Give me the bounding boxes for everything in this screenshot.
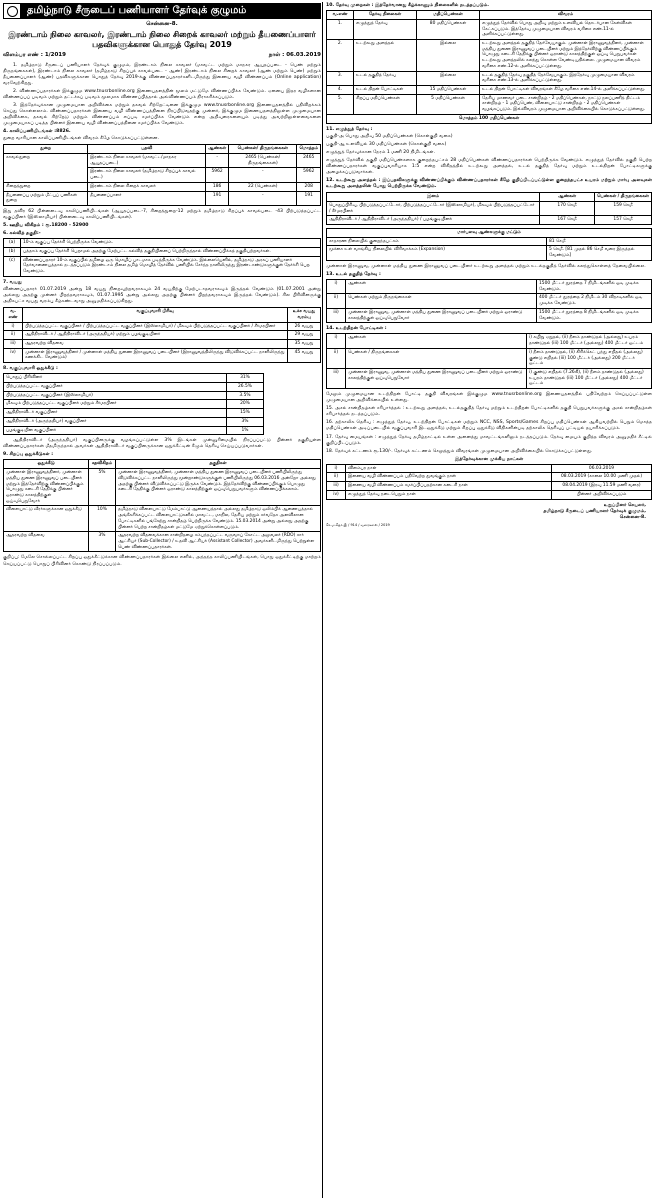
table-cell: 45 வயது [288,348,321,362]
physical-measure-heading: 12. உடற்கூறு அளத்தல் : இப்பதவிகளுக்கு விண்ணப்பிக்கும் விண்ணப்பதாரர்கள் கீழே குறிப்பிடப்பட்டுள்ள குறைந்தபட்ச உயரம் மற்றும் மார்பு அளவுகள் உடற்கூறு அளத்தலின் போது பெற்றிருக்க வேண்டும். [326,178,652,190]
table-row [4,469,321,506]
table-row [4,417,264,426]
table-row [327,348,652,368]
table-header: ஆண்கள் [540,193,595,202]
table-cell: மிகவும் பிற்படுத்தப்பட்ட வகுப்பினர் மற்றும் சீர்மரபினர் [4,400,227,409]
table-cell: i) குண்டு எறிதல் (7.26கி), (ii) நீளம் தாண்டுதல் (அல்லது) உயரம் தாண்டுதல் (iii) 100 மீட்டர் (அல்லது) 400 மீட்டர் ஓட்டம் [527,368,652,388]
table-row [327,464,652,473]
table-cell: 1. [327,19,354,39]
table-cell: இரண்டாம் நிலை காவலர் (தமிழ்நாடு சிறப்புக் காவல் படை) [88,168,206,182]
written-exam-heading: 11. எழுத்துத் தேர்வு : [326,126,373,132]
table-cell: உடல் தகுதித் தேர்வு [354,71,417,85]
table-row [4,247,321,256]
table-cell: பொதுப் பிரிவினர் [4,374,227,383]
table-row [327,94,652,114]
selection-heading: 10. தேர்வு முறைகள் : இத்தேர்வானது கீழ்க்காணும் நிலைகளில் நடத்தப்படும். [326,3,490,8]
chest-title: மார்பளவு ஆண்களுக்கு மட்டும் [327,229,652,238]
info-para: 17. தேர்வு மையங்கள் : எழுத்துத் தேர்வு தமிழ்நாட்டில் உள்ள அனைத்து மாவட்டங்களிலும் நடத்தப்படும். தேர்வு மையம் குறித்த விவரம் அனுமதிச் சீட்டில் குறிப்பிடப்படும். [326,434,652,446]
table-cell: 20% [227,400,264,409]
table-cell: இரண்டாம் நிலை சிறைக் காவலர் [88,182,206,191]
table-cell: இணைய வழி விண்ணப்பம் சமர்ப்பிப்பதற்கான கடைசி நாள் [346,482,552,491]
table-header: பெண்கள்/ திருநங்கைகள் [229,145,297,154]
table-cell: 08.04.2019 (இரவு 11.59 மணி வரை) [552,482,652,491]
table-header: துறை [4,145,88,154]
table-row [4,191,321,205]
signature-block [326,503,652,521]
table-row [327,201,652,215]
special-quota-heading: 9. சிறப்பு ஒதுக்கீடுகள் : [3,452,54,458]
table-cell: 3. [327,71,354,85]
endurance-heading: 13. உடல் தகுதித் தேர்வு : [326,271,381,277]
signature-line: தமிழ்நாடு சீருடைப் பணியாளர் தேர்வுக் குழுமம், [543,508,646,514]
table-cell: ஆண்கள் [346,280,537,294]
table-cell: ஆதரவற்ற விதவை [4,532,89,552]
table-row [4,182,321,191]
table-cell: பிற்படுத்தப்பட்ட வகுப்பினர் / பிற்படுத்தப்பட்ட வகுப்பினர் (இஸ்லாமியர்) / மிகவும் பிற்படுத்தப்பட்ட வகுப்பினர் / சீர்மரபினர் [23,322,288,331]
table-cell: எழுத்துத் தேர்வு [354,19,417,39]
salary-line: 5. ஊதிய விகிதம் : ரூ.18200 - 52900 [3,223,89,229]
table-cell: 5% [89,469,116,506]
right-column [326,0,652,1200]
table-cell: 186 [206,182,229,191]
print-footnote: செ.ம.தொ.இ / 914 / வரைகலை / 2019 [326,522,390,527]
table-cell: 26.5% [227,382,264,391]
signature-line: உறுப்பினர் செயலர், [603,502,646,508]
dates-table [326,464,652,500]
table-cell: ஆதிதிராவிடர் (அருந்ததியர்) வகுப்பினர் [4,417,227,426]
table-cell: உடற்கூறு அளத்தல் தகுதித் தேர்வேயாகும். முன்னாள் இராணுவத்தினர், முன்னாள் மத்திய துணை இராணுவப் படையினர் மற்றும் இத்தேர்விற்கு விண்ணப்பிக்கும் பொழுது கடைசி தேதிக்கு பின்னர் ஓராண்டு காலத்திற்குள் ஓய்வு பெறுபவர்கள் உடற்கூறு அளத்தலில் கலந்து கொள்ள வேண்டியதில்லை. முழுமையான விவரம் வரிசை எண்.12-ல் அளிக்கப்பட்டுள்ளது. [480,39,652,71]
education-heading: 6. கல்வித் தகுதி:- [3,231,41,237]
table-cell: 22 (பெண்கள்) [229,182,297,191]
signature-line: சென்னை-8. [619,514,646,520]
table-cell: 80 மதிப்பெண்கள் [417,19,480,39]
table-cell: பிற்படுத்தப்பட்ட வகுப்பினர் (இஸ்லாமியர்) [4,391,227,400]
special-quota-table [3,459,321,552]
table-cell: முன்னாள் இராணுவத்தினர், முன்னாள் மத்திய துணை இராணுவப் படையினர் பணியிலிருந்து விடுவிக்கப்பட்ட நாளிலிருந்து மூன்றாண்டுகளுக்குள் பணியிலிருந்து 06.03.2016 அன்றோ அல்லது அதற்கு பின்னர் விடுவிக்கப்பட்டு இருக்க வேண்டும். இத்தேர்விற்கு விண்ணப்பிக்கும் பொழுது கடைசி தேதிக்கு பின்னர் ஓராண்டு காலத்திற்குள் ஓய்வுபெறுபவர்களும் விண்ணப்பிக்கலாம். [116,469,321,506]
table-cell: ii) [4,331,23,340]
table-row [4,339,321,348]
table-cell: i) நீளம் தாண்டுதல், (ii) கிரிக்கெட் பந்து எறிதல் (அல்லது) குண்டு எறிதல் (iii) 100 மீட்டர் (அல்லது) 200 மீட்டர் ஓட்டம் [527,348,652,368]
table-cell: 35 வயது [288,339,321,348]
intro-para: 1. தமிழ்நாடு சீருடைப் பணியாளர் தேர்வுக் குழுமம், இரண்டாம் நிலை காவலர் (மாவட்ட மற்றும் மாநகர ஆயுதப்படை - பெண் மற்றும் திருநங்கைகள்), இரண்டாம் நிலை காவலர் (தமிழ்நாடு சிறப்புக் காவல்படை - ஆண்) இரண்டாம் நிலை சிறைக் காவலர் (ஆண் மற்றும் பெண்) மற்றும் தீயணைப்பாளர் (ஆண்) பதவிகளுக்கான பொதுத் தேர்வு 2019-க்கு விண்ணப்பதாரர்களிடமிருந்து இணைய வழி விண்ணப்பம் (Online application) வரவேற்கிறது. [3,62,321,86]
table-row [4,348,321,362]
table-cell: i) [327,334,346,348]
table-cell: எழுத்துத் தேர்வில் பொது அறிவு மற்றும் உளவியல் தொடர்பான கேள்விகள் கேட்கப்படும். இத்தேர்வு முழுமையான விவரம் வரிசை எண்.11-ல் அளிக்கப்பட்டுள்ளது. [480,19,652,39]
table-row [327,334,652,348]
table-row [327,368,652,388]
table-cell: 400 மீட்டர் தூரத்தை 2 நிமிடம் 30 விநாடிகளில் ஓடி முடிக்க வேண்டும். [537,294,652,308]
table-cell: பெண்கள் / திருநங்கைகள் [346,348,527,368]
table-row [327,482,652,491]
emblem-icon [3,3,21,19]
events-table [326,333,652,389]
table-row [4,426,264,435]
table-cell: விண்ணப்பதாரர் 10-ம் வகுப்பில் தமிழை ஒரு மொழிப் பாடமாக படித்திருக்க வேண்டும். இல்லையெனில், தமிழ்நாடு அரசுப் பணியாளர் தேர்வாணையத்தால் நடத்தப்படும் இரண்டாம் நிலை தமிழ் மொழித் தேர்வில் பணியில் சேர்ந்த நாளிலிருந்து இரண்டாண்டுகளுக்குள் தேர்ச்சி பெற வேண்டும். [21,256,321,276]
table-cell: ii) [327,473,346,482]
table-cell: 15 மதிப்பெண்கள் [417,85,480,94]
table-row [4,239,321,248]
table-cell: விளையாட்டு வீரர்களுக்கான ஒதுக்கீடு [4,506,89,532]
age-heading: 7. வயது [3,279,22,285]
written-exam-item: பகுதி-ஆ உளவியல் 30 மதிப்பெண்கள் (கொள்குறி வகை) [326,141,447,147]
table-cell: iii) [327,482,346,491]
table-cell: மூச்சை உள் வாங்கிய நிலையில் விரிவாக்கம் (Expansion) [327,246,547,260]
table-cell: 81 செமீ [547,237,652,246]
table-cell: i) [327,280,346,294]
table-cell: பெண்கள் மற்றும் திருநங்கைகள் [346,294,537,308]
table-cell: 2465 (பெண்கள்/ திருநங்கைகள்) [229,153,297,167]
vacancy-table [3,144,321,206]
table-cell: முன்னாள் இராணுவ, முன்னாள் மத்திய துணை இராணுவப் படையினர் மற்றும் ஓராண்டு காலத்திற்குள் ஓய்வுபெறுவோர் [346,308,537,322]
vacancy-subheading: துறை வாரியான காலிப்பணியிடங்கள் விவரம் கீழே கொடுக்கப்பட்டுள்ளன. [3,136,160,142]
table-cell: 29 வயது [288,331,321,340]
table-header: மொத்தம் [297,145,321,154]
table-cell: உடல் திறன் போட்டிகள் விவரங்கள் கீழே வரிசை எண்.14-ல் அளிக்கப்பட்டுள்ளது. [480,85,652,94]
table-cell: இரண்டாம் நிலை காவலர் (மாவட்ட/மாநகர ஆயுதப்படை) [88,153,206,167]
table-cell: உடற்கூறு அளத்தல் [354,39,417,71]
table-row [4,532,321,552]
table-row [4,256,321,276]
physical-measure-note: முன்னாள் இராணுவ, முன்னாள் மத்திய துணை இராணுவப் படையினர் உடற்கூறு அளத்தல் மற்றும் உடல்தகுதித் தேர்வில் கலந்துகொள்ளத் தேவையில்லை. [326,263,646,269]
table-cell: பத்தாம் வகுப்பு தேர்ச்சி பெறாமல் அதற்கு மேற்பட்ட கல்வித் தகுதியினைப் பெற்றிருந்தால் விண்ணப்பிக்கத் தகுதியற்றவர்கள். [21,247,321,256]
intro-para: 3. இத்தேர்வுக்கான முழுமையான அறிவிக்கை மற்றும் தகவல் சிற்றேட்டினை இக்குழும www.tnusrbonline.org இணையதளத்தில் பதிவிறக்கம் செய்து கொள்ளலாம். விண்ணப்பதாரர்கள் இணைய வழி விண்ணப்பத்தினை நிரப்பிடுவதற்கு முன்னர், இக்குழும இணையதளத்திலுள்ள முழுமையான அறிவிக்கை, தகவல் சிற்றேடு மற்றும் விண்ணப்பம் எப்படி சமர்ப்பிக்க வேண்டும் என்ற அறிவுரைகளையும் படித்து அவற்றிலுள்ளவைகளை முழுமையாகப் படித்த பின்னர் இணைய வழி விண்ணப்பத்தினை சமர்ப்பிக்க வேண்டும். [3,102,321,127]
table-cell: - [229,191,297,205]
table-cell: இல்லை [417,71,480,85]
table-cell: i) [327,464,346,473]
table-cell: தமிழ்நாடு விளையாட்டு மேம்பாட்டு ஆணையத்தால் அல்லது தமிழ்நாடு ஒலிம்பிக் ஆணையத்தால் அங்கீகரிக்கப்பட்ட விளையாட்டுகளில் மாவட்ட, மாநில, தேசிய மற்றும் சர்வதேச அளவிலான போட்டிகளில் பங்கேற்று சான்றிதழ் பெற்றிருக்க வேண்டும். 15.03.2014 அன்று அல்லது அதற்கு பின்னர் பெற்ற சான்றிதழ்கள் மட்டுமே ஏற்றுக்கொள்ளப்படும். [116,506,321,532]
table-cell: சாதாரண நிலையில் குறைந்தபட்சம் [327,237,547,246]
written-exam-item: எழுத்துத் தேர்வுக்கான நேரம் 1 மணி 20 நிமிடங்கள். [326,149,436,155]
reservation-note: ஆதிதிராவிடர் (அருந்ததியர்) வகுப்பினருக்கு வழங்கப்பட்டுள்ள 3% இடங்கள் முன்னுரிமையில் நிரப்பப்பட்டு பின்னர் தகுதியுள்ள விண்ணப்பதாரர்கள் மீதமிருந்தால் அவர்கள் ஆதிதிராவிடர் வகுப்பினருக்கான ஒதுக்கீட்டின் கீழும் தெரிவு செய்யப்படுவார்கள். [3,438,321,450]
table-row [4,391,264,400]
table-cell: காவல்துறை [4,153,88,182]
table-row [327,71,652,85]
table-cell: 5962 [297,168,321,182]
info-para: 18. தேர்வுக் கட்டணம் ரூ.130/-. தேர்வுக் கட்டணம் செலுத்தும் விவரங்கள் முழுமையான அறிவிக்கையில் கொடுக்கப்பட்டுள்ளது. [326,448,593,454]
table-cell: தீயணைப்பு மற்றும் மீட்புப் பணிகள் துறை [4,191,88,205]
vacancy-note: இது தவிர 62 பின்னடைவு காலிப்பணியிடங்கள் (ஆயுதப்படை-7, சிறைத்துறை-12 மற்றும் தமிழ்நாடு சிறப்புக் காவல்படை -43 பிற்படுத்தப்பட்ட வகுப்பினர் (இஸ்லாமியர்) பின்னடைவு காலிப்பணியிடங்கள்). [3,209,321,221]
table-cell: ஆண்கள் [346,334,527,348]
events-note: மேலும் முழுமையான உடற்திறன் போட்டி தகுதி விவரங்கள் இக்குழும www.tnusrbonline.org இணையதளத்தில் பதிவேற்றம் செய்யப்பட்டுள்ள முழுமையான அறிவிக்கையில் உள்ளது. [326,392,652,404]
selection-total: மொத்தம் 100 மதிப்பெண்கள் [327,114,652,123]
table-header: தகுதிகள் [116,460,321,469]
table-cell: 26 வயது [288,322,321,331]
city: சென்னை-8. [146,21,178,27]
advertisement-number: விளம்பர எண் : 1/2019 [3,52,66,59]
education-table [3,238,321,277]
table-row [327,39,652,71]
table-cell: பின்னர் அறிவிக்கப்படும் [552,490,652,499]
table-cell: ஆதரவற்ற விதவைக்கான சான்றிதழை சம்பந்தப்பட்ட வருவாய் கோட்ட அலுவலர் (RDO) சார் ஆட்சியர் (Sub-Collector) / உதவி ஆட்சியர் (Assistant Collector) அவர்களிடமிருந்து பெற்றுள்ள பெண் விண்ணப்பதாரர்கள். [116,532,321,552]
table-cell: பிற்படுத்தப்பட்ட வகுப்பினர் [4,382,227,391]
selection-table [326,10,652,124]
table-cell: iii) [327,368,346,388]
table-cell: ஆதிதிராவிடர் / ஆதிதிராவிடர் (அருந்ததியர்) / பழங்குடியினர் [327,216,540,225]
table-cell: முன்னாள் இராணுவத்தினர் / முன்னாள் மத்திய துணை இராணுவப் படையினர் (இராணுவத்திலிருந்து விடுவிக்கப்பட்ட நாளிலிருந்து கணக்கிட வேண்டும்) [23,348,288,362]
header-banner [3,3,321,19]
table-cell: பொதுப்பிரிவு, பிற்படுத்தப்பட்டோர், பிற்படுத்தப்பட்டோர் (இஸ்லாமியர்), மிகவும் பிற்படுத்தப்பட்டோர் / சீர்மரபினர் [327,201,540,215]
reservation-table [3,373,264,435]
table-cell: 167 செமீ [540,216,595,225]
written-exam-item: பகுதி-அ பொது அறிவு 50 மதிப்பெண்கள் (கொள்குறி வகை) [326,133,453,139]
table-cell: 15% [227,409,264,418]
table-row [327,19,652,39]
table-cell: (c) [4,256,21,276]
vacancy-heading: 4. காலிப்பணியிடங்கள் :8826. [3,129,71,135]
table-cell: i) [4,322,23,331]
column-divider [322,2,323,1198]
table-cell: 4. [327,85,354,94]
table-cell: 5962 [206,168,229,182]
table-cell: 06.03.2019 [552,464,652,473]
table-row [4,331,321,340]
table-cell: (a) [4,239,21,248]
table-cell: 159 செமீ [595,201,652,215]
table-header: இனம் [327,193,540,202]
chest-table [326,228,652,261]
table-cell: iii) [4,339,23,348]
table-cell: 1500 மீட்டர் தூரத்தை 7 நிமிடங்களில் ஓடி முடிக்க வேண்டும். [537,280,652,294]
table-cell: - [206,153,229,167]
table-header: உச்ச வயது வரம்பு [288,308,321,322]
events-heading: 14. உடற்திறன் போட்டிகள் : [326,326,387,332]
table-cell: இல்லை [417,39,480,71]
table-header: விவரம் [480,11,652,20]
table-row [4,153,321,167]
special-quota-note: குறிப்பு: மேலே சொல்லப்பட்ட சிறப்பு ஒதுக்கீட்டுக்கான விண்ணப்பதாரர்கள் இல்லை எனில், அந்தந்த காலிப்பணியிடங்கள், பொது ஒதுக்கீட்டிற்கு மாற்றம் செய்யப்பட்டு பொதுப் பிரிவினர் கொண்டு நிரப்பப்படும். [3,555,321,567]
table-row [4,322,321,331]
table-cell: 157 செமீ [595,216,652,225]
table-cell: பழங்குடியின வகுப்பினர் [4,426,227,435]
written-exam-item: எழுத்துத் தேர்வில் தகுதி மதிப்பெண்களாக குறைந்தபட்சம் 28 மதிப்பெண்கள் விண்ணப்பதாரர்கள் பெற்றிருக்க வேண்டும். எழுத்துத் தேர்வில் தகுதி பெற்ற விண்ணப்பதாரர்கள் வகுப்புவாரியாக 1:5 என்ற விகிதத்தில் உடற்கூறு அளத்தல், உடல் தகுதித் தேர்வு மற்றும் உடல்திறன் போட்டிகளுக்கு அழைக்கப்படுவார்கள். [326,157,652,175]
page-title: இரண்டாம் நிலை காவலர், இரண்டாம் நிலை சிறைக் காவலர் மற்றும் தீயணைப்பாளர் பதவிகளுக்கான பொதுத் தேர்வு 2019 [8,30,316,50]
org-name: தமிழ்நாடு சீருடைப் பணியாளர் தேர்வுக் குழுமம் [27,5,247,17]
table-cell: தேசிய மாணவர் படை சான்றிதழ் - 2 மதிப்பெண்கள், நாட்டு நலப்பணித் திட்டம் சான்றிதழ் - 1 மதிப்பெண், விளையாட்டு சான்றிதழ் - 2 மதிப்பெண்கள் வழங்கப்படும். இவ்விவரம் முழுமையான அறிவிக்கையில் கொடுக்கப்பட்டுள்ளது. [480,94,652,114]
endurance-table [326,279,652,323]
table-cell: ஆதரவற்ற விதவை [23,339,288,348]
table-row [4,374,264,383]
table-header: ஒதுக்கீடு [4,460,89,469]
left-column [3,0,321,1200]
table-row [327,473,652,482]
table-header: தேர்வு நிலைகள் [354,11,417,20]
table-cell: முன்னாள் இராணுவத்தினர், முன்னாள் மத்திய துணை இராணுவப் படையினர் மற்றும் இத்தேர்விற்கு விண்ணப்பிக்கும் பொழுது கடைசி தேதிக்கு பின்னர் ஓராண்டு காலத்திற்குள் ஓய்வுபெறுவோர் [4,469,89,506]
table-cell: சிறப்பு மதிப்பெண்கள் [354,94,417,114]
table-row [327,294,652,308]
table-cell: 31% [227,374,264,383]
table-cell: சிறைத்துறை [4,182,88,191]
table-cell: 3% [227,417,264,426]
table-cell: (b) [4,247,21,256]
table-cell: உடல் தகுதித் தேர்வு தகுதித் தேர்வேயாகும். இத்தேர்வு முழுமையான விவரம் வரிசை எண்.13-ல் அளிக்கப்பட்டுள்ளது. [480,71,652,85]
table-row [327,85,652,94]
table-cell: ஆதிதிராவிடர் / ஆதிதிராவிடர் (அருந்ததியர்) மற்றும் பழங்குடியினர் [23,331,288,340]
table-cell: iv) [327,490,346,499]
table-cell: 3% [89,532,116,552]
table-header: வகுப்புவாரி பிரிவு [23,308,288,322]
table-cell: விளம்பர நாள் [346,464,552,473]
table-cell: தீயணைப்பாளர் [88,191,206,205]
table-row [4,400,264,409]
table-cell: ஆதிதிராவிடர் வகுப்பினர் [4,409,227,418]
table-cell: i) கயிறு ஏறுதல், (ii) நீளம் தாண்டுதல் (அல்லது) உயரம் தாண்டுதல் (iii) 100 மீட்டர் (அல்லது) 400 மீட்டர் ஓட்டம் [527,334,652,348]
table-header: வ. எண் [4,308,23,322]
info-para: 16. தற்காலிக தெரிவு : எழுத்துத் தேர்வு, உடற்திறன் போட்டிகள் மற்றும் NCC, NSS, Sports/Games சிறப்பு மதிப்பெண்கள் ஆகியவற்றில் பெறும் மொத்த மதிப்பெண்கள் அடிப்படையில் வகுப்புவாரி இடஒதுக்கீடு மற்றும் சிறப்பு ஒதுக்கீடு விதிகளின்படி தற்காலிக தெரிவுப் பட்டியல் தயாரிக்கப்படும். [326,420,652,432]
table-cell: - [229,168,297,182]
intro-para: 2. விண்ணப்பதாரர்கள் இக்குழும www.tnusrbonline.org இணையதளத்தின் மூலம் மட்டுமே விண்ணப்பிக்க வேண்டும். ஏனைய இதர வழிகளான விண்ணப்பப் படிவம் மற்றும் தட்டச்சுப் படிவம் மூலமாக விண்ணப்பித்தால் அவ்விண்ணப்பம் நிராகரிக்கப்படும். [3,88,321,100]
table-cell: 08.03.2019 (காலை 10.00 மணி முதல்) [552,473,652,482]
table-row [327,490,652,499]
table-cell: ii) [327,348,346,368]
table-cell: 5. [327,94,354,114]
height-table [326,192,652,225]
advertisement-date: நாள் : 06.03.2019 [268,52,321,59]
table-cell: 1500 மீட்டர் தூரத்தை 8 நிமிடங்களில் ஓடி முடிக்க வேண்டும். [537,308,652,322]
advertisement-meta [3,52,321,59]
table-row [4,409,264,418]
table-row [327,308,652,322]
table-header: பெண்கள் / திருநங்கைகள் [595,193,652,202]
table-cell: 3.5% [227,391,264,400]
table-cell: எழுத்துத் தேர்வு நடைபெறும் நாள் [346,490,552,499]
table-cell: 191 [297,191,321,205]
age-text: விண்ணப்பதாரர் 01.07.2019 அன்று 18 வயது நிறைவுற்றவராகவும் 24 வயதிற்கு மேற்படாதவராகவும் இருத்தல் வேண்டும் (01.07.2001 அன்று அல்லது அதற்கு முன்னர் பிறந்தவராகவும், 01.07.1995 அன்று அல்லது அதற்கு பின்னர் பிறந்தவராகவும் இருத்தல் வேண்டும்). சில பிரிவினருக்கு அதிகபட்ச வயது வரம்பு கீழ்கண்டவாறு அனுமதிக்கப்படுகிறது. [3,286,321,305]
table-row [327,216,652,225]
dates-heading: இத்தேர்வுக்கான முக்கிய நாட்கள் [454,456,524,462]
table-cell: உடல் திறன் போட்டிகள் [354,85,417,94]
table-row [4,506,321,532]
table-header: வ.எண் [327,11,354,20]
table-cell: ii) [327,294,346,308]
table-header: ஆண்கள் [206,145,229,154]
table-header: பதவி [88,145,206,154]
table-cell: 5 மதிப்பெண்கள் [417,94,480,114]
table-header: சதவிகிதம் [89,460,116,469]
table-cell: 5 செமீ. [81 முதல் 86 செமீ வரை இருத்தல் வேண்டும்] [547,246,652,260]
table-row [327,246,652,260]
table-cell: 208 [297,182,321,191]
table-cell: iii) [327,308,346,322]
table-header: மதிப்பெண்கள் [417,11,480,20]
table-row [4,382,264,391]
table-cell: இணைய வழி விண்ணப்பம் பதிவேற்ற துவங்கும் நாள் [346,473,552,482]
table-cell: 170 செமீ [540,201,595,215]
info-para: 15. அசல் சான்றிதழ்கள் சரிபார்த்தல் : உடற்கூறு அளத்தல், உடல்தகுதித் தேர்வு மற்றும் உடற்திறன் போட்டிகளில் தகுதி பெறுபவர்களுக்கு அசல் சான்றிதழ்கள் சரிபார்த்தல் நடத்தப்படும். [326,406,652,418]
table-row [327,114,652,123]
table-row [327,280,652,294]
table-cell: 10% [89,506,116,532]
table-cell: 10-ம் வகுப்பு தேர்ச்சி பெற்றிருக்க வேண்டும். [21,239,321,248]
reservation-heading: 8. வகுப்புவாரி ஒதுக்கீடு : [3,366,58,372]
table-cell: முன்னாள் இராணுவ, முன்னாள் மத்திய துணை இராணுவப் படையினர் மற்றும் ஓராண்டு காலத்திற்குள் ஓய்வுபெறுவோர் [346,368,527,388]
age-table [3,307,321,363]
table-cell: 1% [227,426,264,435]
table-cell: iv) [4,348,23,362]
table-row [327,237,652,246]
table-cell: 2. [327,39,354,71]
table-cell: 2465 [297,153,321,167]
table-cell: 191 [206,191,229,205]
